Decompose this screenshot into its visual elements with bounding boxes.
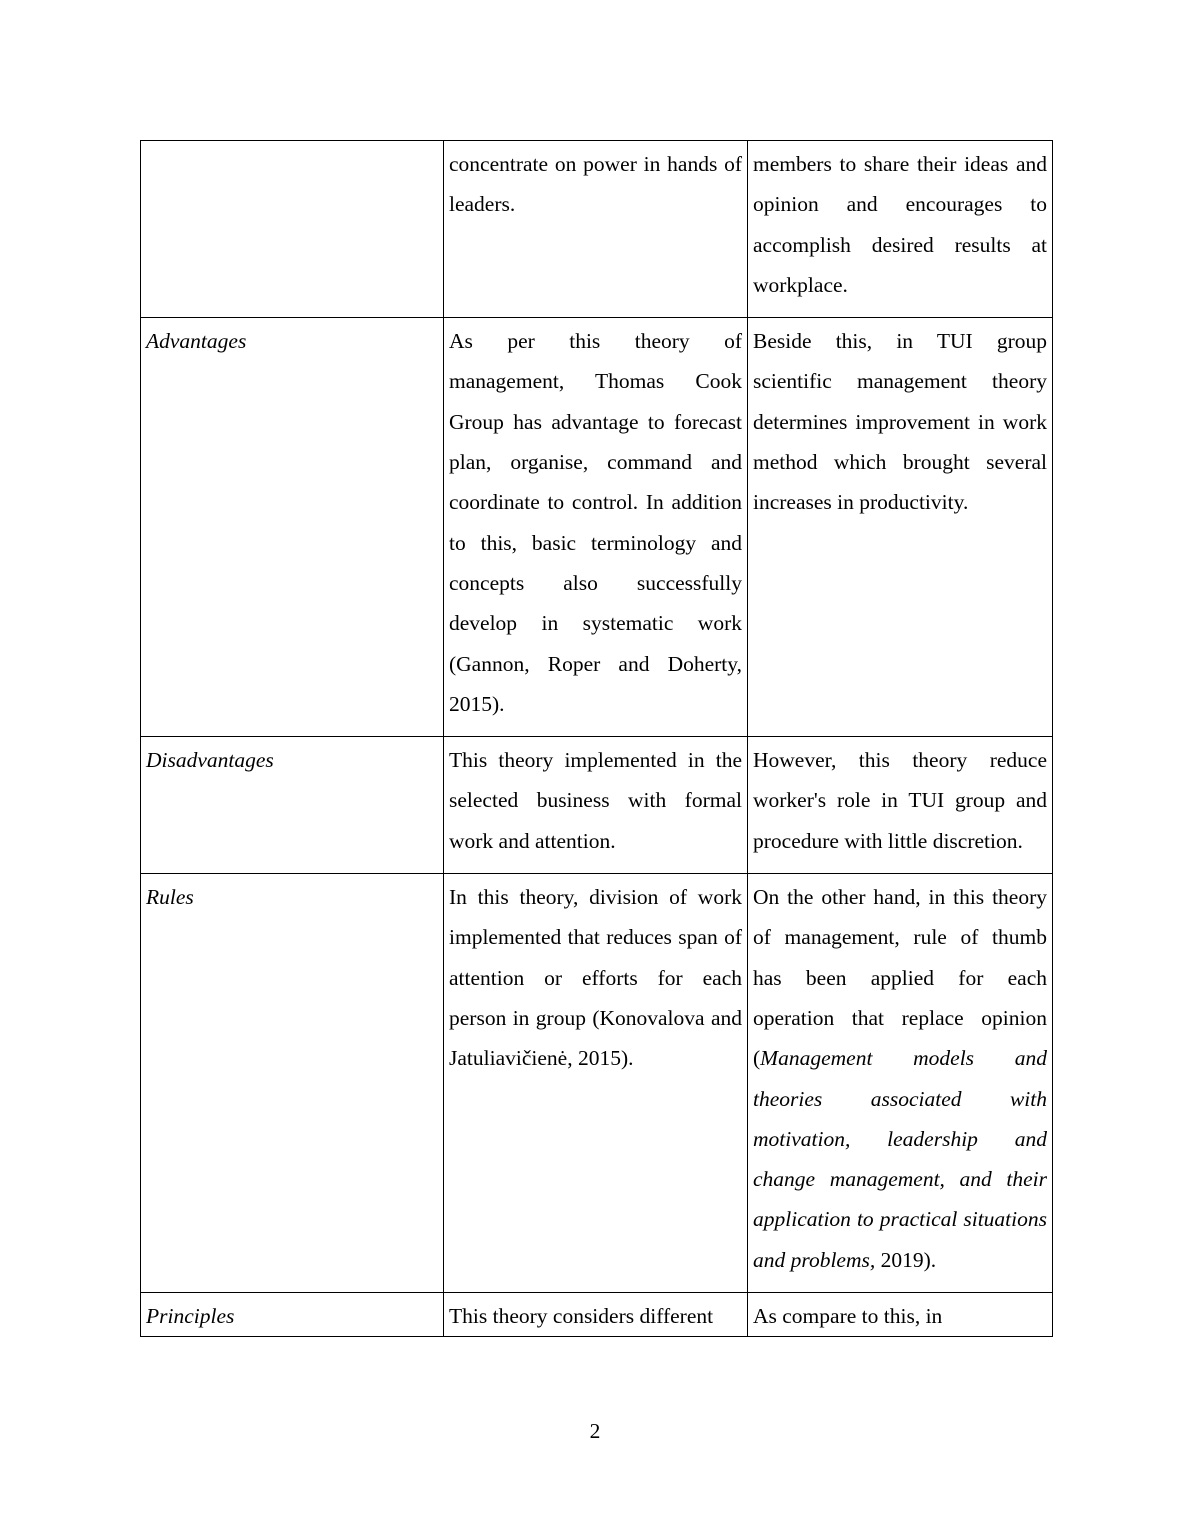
comparison-table (140, 140, 1053, 1337)
row-label-advantages: Advantages (141, 318, 444, 737)
citation-title: Management models and theories associated with motivation, leadership and change management, and their application to practical situations and problems, (753, 1046, 1047, 1272)
table-cell: In this theory, division of work implemented that reduces span of attention or efforts for each person in group (Konovalova and Jatuliavičienė, 2015). (444, 874, 748, 1293)
table-cell: As compare to this, in (748, 1293, 1053, 1337)
row-label-principles: Principles (141, 1293, 444, 1337)
row-label-rules: Rules (141, 874, 444, 1293)
table-row (141, 1293, 1053, 1337)
table-cell: Beside this, in TUI group scientific management theory determines improvement in work method which brought several increases in productivity. (748, 318, 1053, 737)
table-row (141, 318, 1053, 737)
table-cell: concentrate on power in hands of leaders. (444, 141, 748, 318)
cell-text: 2019). (875, 1247, 937, 1272)
table-cell: However, this theory reduce worker's role in TUI group and procedure with little discretion. (748, 737, 1053, 874)
page-number: 2 (589, 1419, 601, 1443)
table-cell (748, 874, 1053, 1293)
cell-text: On the other hand, in this theory of management, rule of thumb has been applied for each operation that replace opinion ( (753, 885, 1047, 1071)
table-cell: members to share their ideas and opinion and encourages to accomplish desired results at workplace. (748, 141, 1053, 318)
table-row (141, 141, 1053, 318)
row-label-disadvantages: Disadvantages (141, 737, 444, 874)
table-cell: This theory considers different (444, 1293, 748, 1337)
row-label (141, 141, 444, 318)
table-row (141, 737, 1053, 874)
table-cell: This theory implemented in the selected business with formal work and attention. (444, 737, 748, 874)
table-cell: As per this theory of management, Thomas Cook Group has advantage to forecast plan, organise, command and coordinate to control. In addition to this, basic terminology and concepts also successfully develop in systematic work (Gannon, Roper and Doherty, 2015). (444, 318, 748, 737)
table-row (141, 874, 1053, 1293)
